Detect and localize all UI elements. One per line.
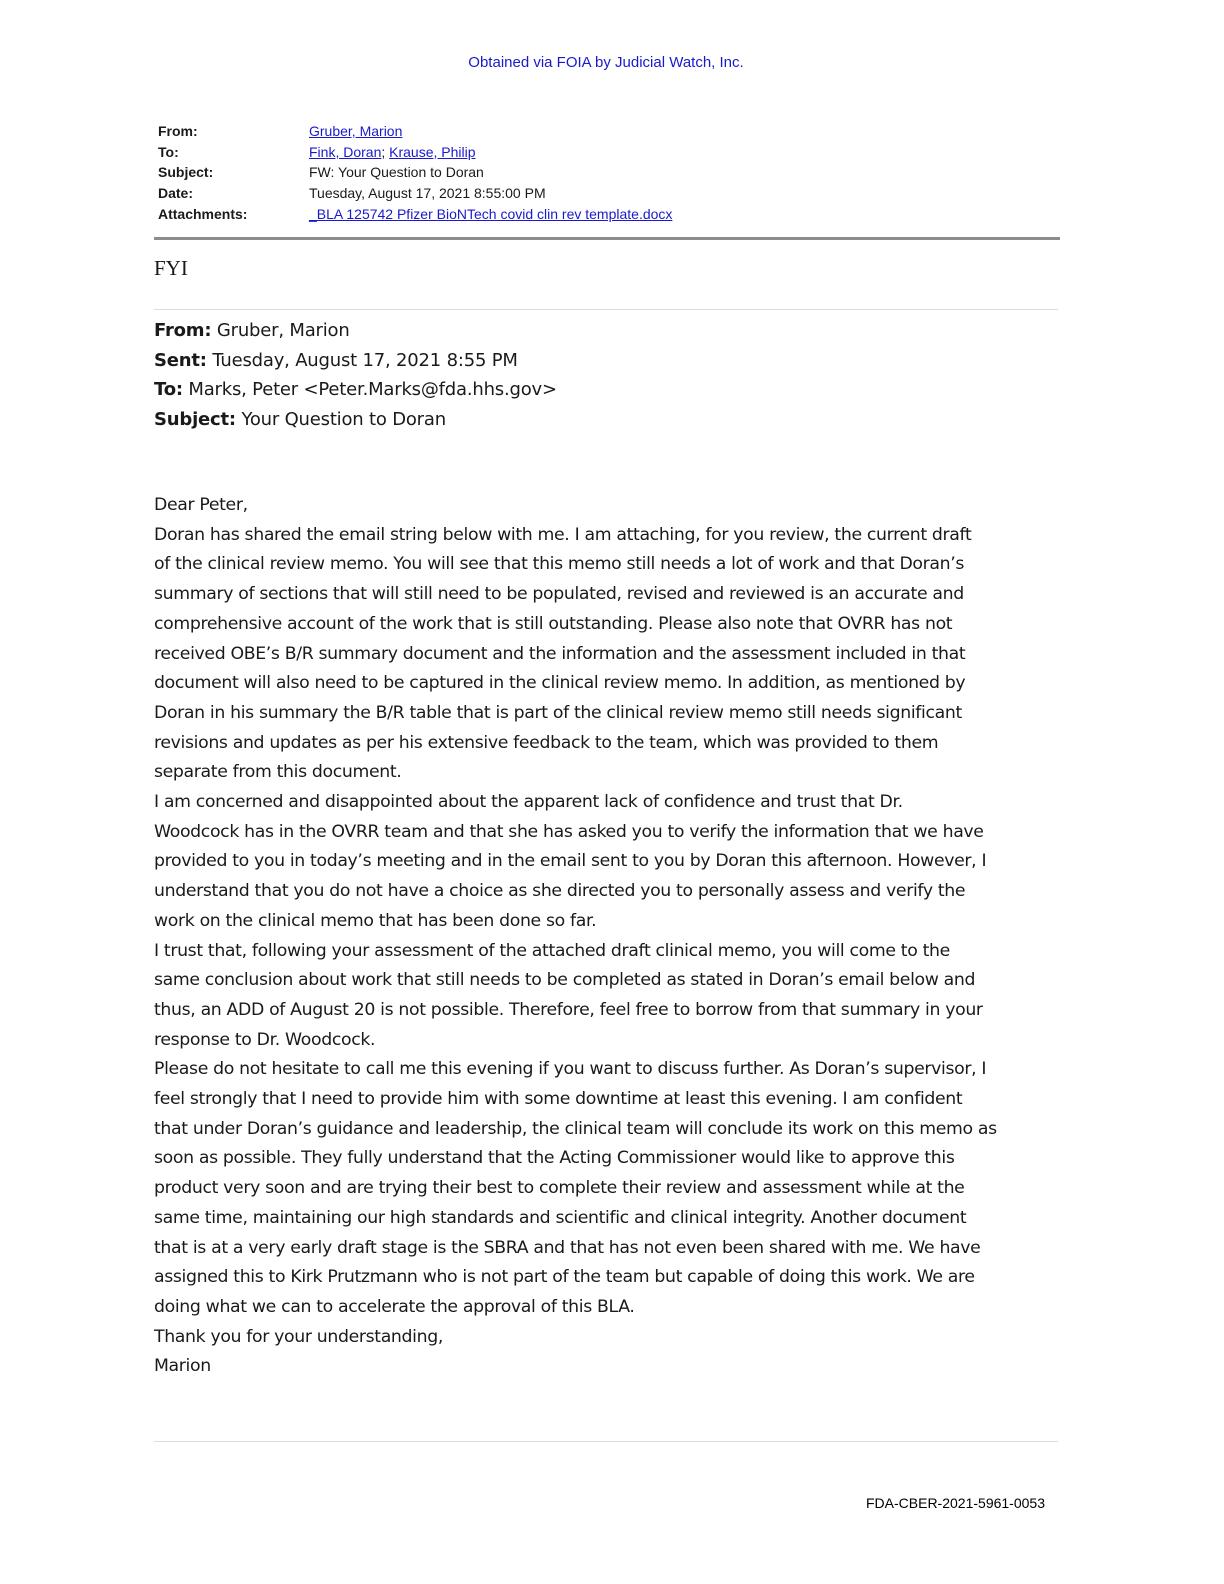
body-line: provided to you in today’s meeting and in the email sent to you by Doran this afternoon. However, I [154,851,987,872]
forwarded-to-value: Marks, Peter <Peter.Marks@fda.hhs.gov> [182,379,557,401]
header-to-row [158,142,672,163]
body-line: document will also need to be captured in the clinical review memo. In addition, as mentioned by [154,673,966,694]
body-line: of the clinical review memo. You will see that this memo still needs a lot of work and that Doran’s [154,554,965,575]
document-bates-id: FDA-CBER-2021-5961-0053 [866,1495,1045,1511]
body-line: summary of sections that will still need to be populated, revised and reviewed is an accurate and [154,584,964,605]
forwarded-subject-line [154,405,557,435]
header-from-row [158,121,672,142]
forwarded-subject-label: Subject: [154,409,236,431]
body-line: Woodcock has in the OVRR team and that she has asked you to verify the information that we have [154,821,984,842]
body-line: understand that you do not have a choice as she directed you to personally assess and verify the [154,881,966,902]
body-line: that under Doran’s guidance and leadership, the clinical team will conclude its work on this memo as [154,1118,997,1139]
body-line: Please do not hesitate to call me this evening if you want to discuss further. As Doran’s supervisor, I [154,1059,987,1080]
forwarded-to-line [154,375,557,405]
body-line: separate from this document. [154,762,402,783]
header-divider [154,237,1060,240]
forwarded-sent-line [154,346,557,376]
forwarded-subject-value: Your Question to Doran [235,409,446,431]
header-to-label: To: [158,143,179,160]
forward-divider-top [154,309,1058,310]
header-subject-row [158,162,672,183]
body-line: Thank you for your understanding, [154,1326,443,1347]
body-line: I am concerned and disappointed about the apparent lack of confidence and trust that Dr. [154,792,903,813]
to-link-krause[interactable]: Krause, Philip [389,143,476,160]
body-line: product very soon and are trying their best to complete their review and assessment while at the [154,1178,965,1199]
email-body [154,491,1059,1382]
header-subject-label: Subject: [158,164,214,181]
forwarded-sent-label: Sent: [154,349,207,371]
body-line: thus, an ADD of August 20 is not possible. Therefore, feel free to borrow from that summary in your [154,999,983,1020]
body-line: Marion [154,1356,211,1377]
body-line: I trust that, following your assessment of the attached draft clinical memo, you will come to the [154,940,950,961]
forwarded-sent-value: Tuesday, August 17, 2021 8:55 PM [206,349,518,371]
body-line: revisions and updates as per his extensive feedback to the team, which was provided to them [154,732,939,753]
body-line: received OBE’s B/R summary document and the information and the assessment included in that [154,643,966,664]
body-line: comprehensive account of the work that is still outstanding. Please also note that OVRR has not [154,613,953,634]
body-line: that is at a very early draft stage is the SBRA and that has not even been shared with me. We have [154,1237,981,1258]
body-line: feel strongly that I need to provide him with some downtime at least this evening. I am confident [154,1089,963,1110]
header-date-row [158,183,672,204]
header-date-value: Tuesday, August 17, 2021 8:55:00 PM [309,185,546,202]
forward-divider-bottom [154,1441,1058,1442]
body-line: doing what we can to accelerate the approval of this BLA. [154,1296,635,1317]
body-line: same conclusion about work that still needs to be completed as stated in Doran’s email below and [154,970,976,991]
body-line: Dear Peter, [154,495,248,515]
body-line: Doran in his summary the B/R table that is part of the clinical review memo still needs significant [154,702,962,723]
forwarded-from-label: From: [154,320,212,341]
header-subject-value: FW: Your Question to Doran [309,164,484,181]
header-attachments-value [309,204,672,225]
body-line: Doran has shared the email string below with me. I am attaching, for you review, the current draft [154,524,972,545]
body-line: response to Dr. Woodcock. [154,1029,376,1050]
foia-watermark: Obtained via FOIA by Judicial Watch, Inc. [468,54,744,71]
body-line: soon as possible. They fully understand that the Acting Commissioner would like to approve this [154,1148,955,1169]
fyi-note: FYI [154,256,188,280]
from-link[interactable]: Gruber, Marion [309,123,403,139]
header-from-label: From: [158,123,198,139]
header-to-value [309,142,476,163]
forwarded-from-value: Gruber, Marion [211,320,350,341]
body-line: work on the clinical memo that has been done so far. [154,910,597,931]
forwarded-from-line [154,316,557,346]
header-attachments-row [158,204,672,225]
header-attachments-label: Attachments: [158,205,248,222]
forwarded-header [154,316,557,435]
header-date-label: Date: [158,185,194,202]
to-link-fink[interactable]: Fink, Doran [309,143,382,160]
attachment-link[interactable]: _BLA 125742 Pfizer BioNTech covid clin rev template.docx [309,205,673,222]
forwarded-to-label: To: [154,379,183,401]
body-line: assigned this to Kirk Prutzmann who is not part of the team but capable of doing this work. We are [154,1267,975,1288]
header-from-value [309,121,402,142]
to-separator: ; [381,143,390,160]
email-header [158,121,672,224]
body-line: same time, maintaining our high standards and scientific and clinical integrity. Another document [154,1207,967,1228]
